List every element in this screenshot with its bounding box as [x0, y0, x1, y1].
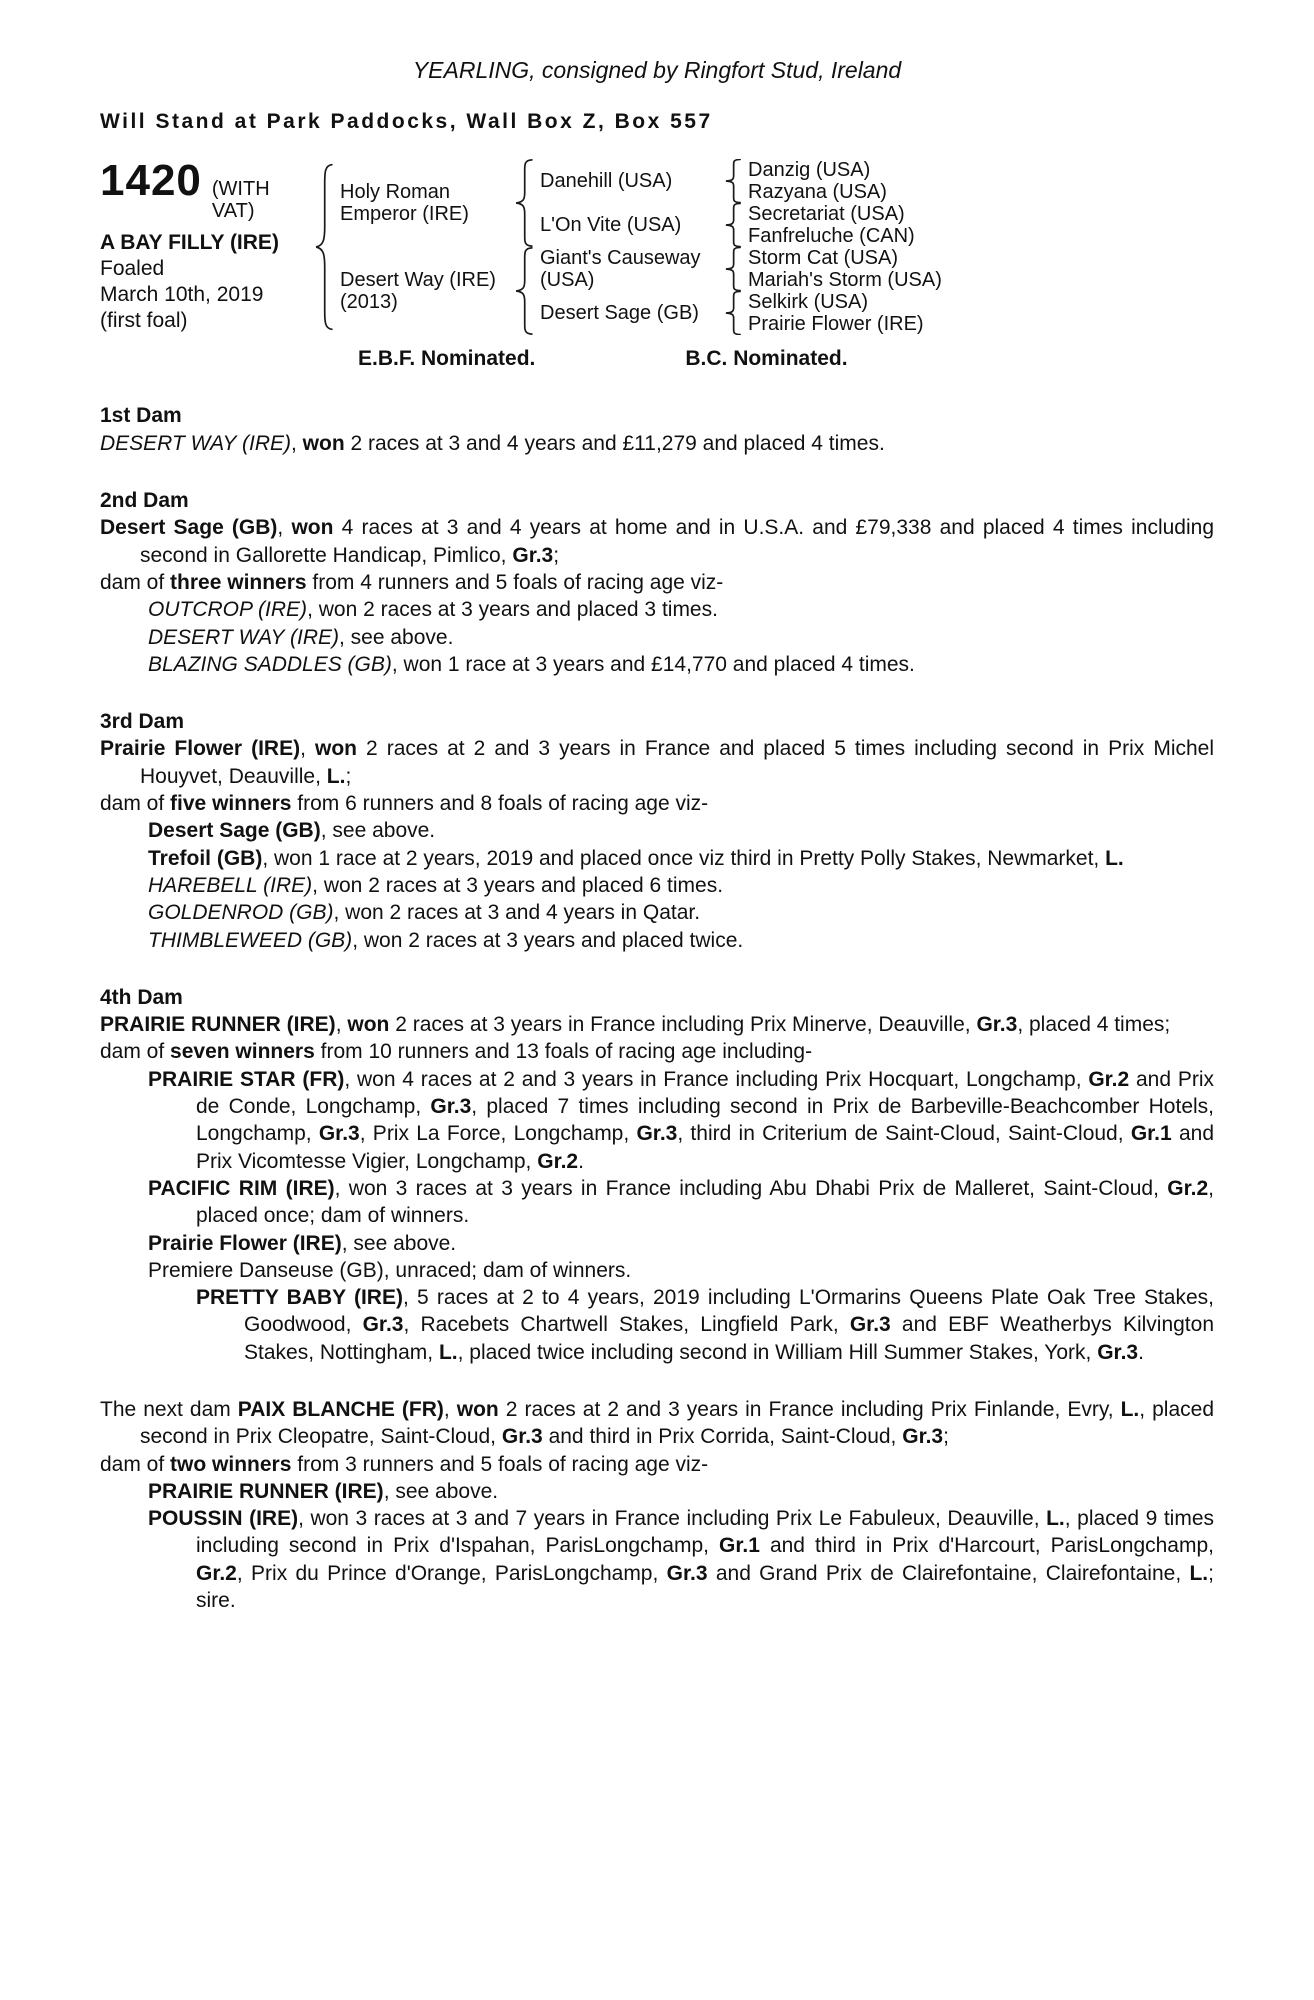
text-segment: POUSSIN (IRE) — [148, 1507, 299, 1531]
text-segment: Gr.1 — [1130, 1122, 1172, 1146]
text-segment: L. — [1120, 1397, 1140, 1421]
text-segment: from 6 runners and 8 foals of racing age viz- — [291, 792, 709, 816]
text-segment: , see above. — [383, 1479, 499, 1503]
section-heading: 1st Dam — [100, 404, 182, 428]
text-segment: Gr.3 — [976, 1013, 1018, 1037]
pedigree-paragraph — [100, 1011, 1214, 1038]
text-segment: Gr.3 — [666, 1561, 708, 1585]
section-heading: 3rd Dam — [100, 710, 185, 734]
ancestor-name: Razyana (USA) — [748, 181, 887, 204]
text-segment: ; — [553, 543, 560, 567]
grandsire-name: Giant's Causeway (USA) — [540, 247, 701, 292]
text-segment: , placed second in Prix Cleopatre, Saint-Cloud, — [140, 1397, 1215, 1449]
text-segment: Gr.3 — [512, 543, 554, 567]
text-segment: ; sire. — [196, 1561, 1214, 1613]
text-segment: Gr.2 — [1088, 1067, 1130, 1091]
text-segment: DESERT WAY (IRE) — [148, 625, 339, 649]
pedigree-paragraph — [100, 1451, 1214, 1478]
pedigree-table — [100, 156, 1214, 336]
pedigree-paragraph — [100, 430, 1214, 457]
text-segment: DESERT WAY (IRE) — [100, 431, 291, 455]
text-segment: , — [300, 737, 315, 761]
text-segment: , — [443, 1397, 457, 1421]
text-segment: BLAZING SADDLES (GB) — [148, 652, 392, 676]
text-segment: Trefoil (GB) — [148, 846, 263, 870]
text-segment: Gr.2 — [537, 1149, 579, 1173]
ancestor-name: Selkirk (USA) — [748, 291, 869, 314]
text-segment: seven winners — [170, 1040, 315, 1064]
text-segment: , — [290, 431, 303, 455]
text-segment: won — [456, 1397, 499, 1421]
text-segment: won — [314, 737, 357, 761]
text-segment: dam of — [100, 1452, 171, 1476]
first-foal-note: (first foal) — [100, 309, 188, 333]
text-segment: PRAIRIE STAR (FR) — [148, 1067, 345, 1091]
pedigree-paragraph — [100, 596, 1214, 623]
text-segment: HAREBELL (IRE) — [148, 873, 313, 897]
ancestor-name: Secretariat (USA) — [748, 203, 905, 226]
dam-name: Desert Way (IRE) (2013) — [340, 269, 496, 314]
text-segment: . — [578, 1149, 584, 1173]
pedigree-paragraph — [100, 1066, 1214, 1175]
section-heading: 2nd Dam — [100, 489, 189, 513]
text-segment: , Prix La Force, Longchamp, — [359, 1122, 637, 1146]
lot-vat-note: (WITH VAT) — [211, 178, 270, 223]
text-segment: 2 races at 2 and 3 years in France and placed 5 times including second in Prix Michel Houyvet, Deauville, — [140, 737, 1215, 788]
pedigree-paragraph — [100, 927, 1214, 954]
text-segment: , Racebets Chartwell Stakes, Lingfield Park, — [403, 1313, 850, 1337]
text-segment: L. — [438, 1340, 458, 1364]
text-segment: , won 3 races at 3 and 7 years in France including Prix Le Fabuleux, Deauville, — [298, 1507, 1047, 1531]
bc-nominated-label: B.C. Nominated. — [685, 347, 848, 371]
pedigree-paragraph — [100, 569, 1214, 596]
text-segment: won — [302, 431, 345, 455]
text-segment: Prairie Flower (IRE) — [100, 737, 301, 761]
text-segment: OUTCROP (IRE) — [148, 598, 308, 622]
section-heading: 4th Dam — [100, 985, 183, 1009]
pedigree-paragraph — [100, 872, 1214, 899]
gen3-brace — [724, 203, 742, 247]
pedigree-paragraph — [100, 1284, 1214, 1366]
grandsire-name: Danehill (USA) — [540, 170, 673, 193]
gen3-brace — [724, 159, 742, 203]
pedigree-paragraph — [100, 1478, 1214, 1505]
pedigree-paragraph — [100, 899, 1214, 926]
pedigree-text — [100, 402, 1214, 1614]
pedigree-paragraph — [100, 1257, 1214, 1284]
text-segment: Prairie Flower (IRE) — [148, 1231, 342, 1255]
text-segment: . — [1138, 1340, 1144, 1364]
foaled-date: March 10th, 2019 — [100, 283, 264, 307]
pedigree-main-brace — [314, 159, 334, 335]
text-segment: 2 races at 2 and 3 years in France including Prix Finlande, Evry, — [498, 1397, 1121, 1421]
pedigree-paragraph — [100, 735, 1214, 790]
text-segment: , won 1 race at 2 years, 2019 and placed once viz third in Pretty Polly Stakes, Newmarket, — [262, 846, 1106, 870]
pedigree-paragraph — [100, 1230, 1214, 1257]
text-segment: Gr.3 — [1097, 1340, 1139, 1364]
text-segment: dam of — [100, 792, 171, 816]
pedigree-paragraph — [100, 790, 1214, 817]
text-segment: , see above. — [320, 819, 436, 843]
text-segment: , won 2 races at 3 years and placed twice. — [352, 928, 744, 952]
text-segment: , won 2 races at 3 years and placed 6 times. — [312, 873, 724, 897]
dam-brace — [514, 247, 534, 335]
text-segment: , see above. — [341, 1231, 457, 1255]
pedigree-paragraph — [100, 1505, 1214, 1614]
lot-head — [100, 156, 308, 223]
text-segment: , placed 9 times including second in Prix d'Ispahan, ParisLongchamp, — [196, 1507, 1215, 1558]
text-segment: PRAIRIE RUNNER (IRE) — [148, 1479, 384, 1503]
lot-title: A BAY FILLY (IRE) — [100, 231, 279, 255]
text-segment: PRETTY BABY (IRE) — [196, 1286, 403, 1310]
text-segment: , see above. — [338, 625, 454, 649]
ancestor-name: Fanfreluche (CAN) — [748, 225, 915, 248]
text-segment: L. — [1046, 1507, 1065, 1531]
text-segment: 2 races at 3 years in France including Prix Minerve, Deauville, — [389, 1013, 977, 1037]
pedigree-paragraph — [100, 817, 1214, 844]
text-segment: Desert Sage (GB) — [100, 516, 278, 540]
ebf-nominated-label: E.B.F. Nominated. — [358, 347, 536, 371]
text-segment: Gr.2 — [1167, 1176, 1209, 1200]
text-segment: and third in Prix Corrida, Saint-Cloud, — [542, 1425, 903, 1449]
text-segment: , won 2 races at 3 years and placed 3 times. — [307, 598, 718, 622]
text-segment: ; — [943, 1425, 949, 1449]
gen3-brace — [724, 291, 742, 335]
pedigree-paragraph — [100, 1396, 1214, 1451]
foaled-label: Foaled — [100, 257, 165, 281]
text-segment: Gr.3 — [636, 1122, 678, 1146]
text-segment: Gr.3 — [318, 1122, 360, 1146]
text-segment: Gr.3 — [902, 1425, 944, 1449]
text-segment: , Prix du Prince d'Orange, ParisLongchamp, — [236, 1561, 667, 1585]
text-segment: Gr.3 — [362, 1313, 404, 1337]
granddam-name: Desert Sage (GB) — [540, 302, 699, 325]
text-segment: GOLDENROD (GB) — [148, 901, 334, 925]
sire-brace — [514, 159, 534, 247]
text-segment: Gr.1 — [719, 1534, 760, 1558]
ancestor-name: Danzig (USA) — [748, 159, 871, 182]
text-segment: and Prix Vicomtesse Vigier, Longchamp, — [196, 1122, 1214, 1173]
text-segment: dam of — [100, 1040, 171, 1064]
text-segment: won — [347, 1013, 390, 1037]
pedigree-paragraph — [100, 651, 1214, 678]
text-segment: L. — [1105, 846, 1124, 870]
text-segment: and EBF Weatherbys Kilvington Stakes, Nottingham, — [244, 1313, 1214, 1364]
pedigree-paragraph — [100, 1038, 1214, 1065]
gen3-brace — [724, 247, 742, 291]
text-segment: , — [335, 1013, 348, 1037]
text-segment: PACIFIC RIM (IRE) — [148, 1176, 335, 1200]
text-segment: Gr.3 — [430, 1095, 472, 1119]
text-segment: PRAIRIE RUNNER (IRE) — [100, 1013, 336, 1037]
text-segment: Desert Sage (GB) — [148, 819, 321, 843]
text-segment: , placed 7 times including second in Prix de Barbeville-Beachcomber Hotels, Longchamp, — [196, 1095, 1214, 1146]
ancestor-name: Storm Cat (USA) — [748, 247, 899, 270]
text-segment: , won 4 races at 2 and 3 years in France including Prix Hocquart, Longchamp, — [344, 1067, 1089, 1091]
lot-number: 1420 — [100, 156, 202, 206]
text-segment: L. — [1189, 1561, 1209, 1585]
text-segment: and third in Prix d'Harcourt, ParisLongchamp, — [759, 1534, 1214, 1558]
text-segment: 2 races at 3 and 4 years and £11,279 and placed 4 times. — [344, 431, 885, 455]
text-segment: THIMBLEWEED (GB) — [148, 928, 353, 952]
granddam-name: L'On Vite (USA) — [540, 214, 682, 237]
text-segment: , won 3 races at 3 years in France including Abu Dhabi Prix de Malleret, Saint-Cloud, — [334, 1176, 1168, 1200]
text-segment: The next dam — [100, 1397, 238, 1421]
text-segment: , placed once; dam of winners. — [196, 1176, 1214, 1228]
text-segment: Gr.2 — [196, 1561, 237, 1585]
text-segment: won — [291, 516, 334, 540]
text-segment: two winners — [170, 1452, 292, 1476]
text-segment: from 10 runners and 13 foals of racing age including- — [314, 1040, 813, 1064]
pedigree-paragraph — [100, 624, 1214, 651]
text-segment: five winners — [170, 792, 292, 816]
text-segment: L. — [326, 764, 346, 788]
ancestor-name: Prairie Flower (IRE) — [748, 313, 924, 336]
nominations-line — [358, 345, 1214, 372]
pedigree-paragraph — [100, 845, 1214, 872]
catalogue-page — [100, 56, 1214, 1614]
pedigree-paragraph — [100, 514, 1214, 569]
text-segment: PAIX BLANCHE (FR) — [237, 1397, 444, 1421]
text-segment: , won 2 races at 3 and 4 years in Qatar. — [333, 901, 701, 925]
text-segment: , 5 races at 2 to 4 years, 2019 including L'Ormarins Queens Plate Oak Tree Stakes, Goodwood, — [244, 1286, 1215, 1337]
text-segment: Gr.3 — [849, 1313, 891, 1337]
text-segment: dam of — [100, 570, 171, 594]
text-segment: ; — [345, 764, 352, 788]
sire-name: Holy Roman Emperor (IRE) — [340, 181, 469, 226]
lot-block — [100, 156, 308, 335]
text-segment: , third in Criterium de Saint-Cloud, Saint-Cloud, — [677, 1122, 1131, 1146]
text-segment: 4 races at 3 and 4 years at home and in U.S.A. and £79,338 and placed 4 times including second in Gallorette Handicap, Pimlico, — [140, 516, 1215, 567]
stand-line: Will Stand at Park Paddocks, Wall Box Z, Box 557 — [100, 109, 713, 133]
text-segment: , — [277, 516, 292, 540]
text-segment: Premiere Danseuse (GB), unraced; dam of winners. — [148, 1258, 632, 1282]
text-segment: Gr.3 — [501, 1425, 543, 1449]
text-segment: , placed 4 times; — [1017, 1013, 1171, 1037]
text-segment: from 4 runners and 5 foals of racing age viz- — [306, 570, 724, 594]
text-segment: , won 1 race at 3 years and £14,770 and placed 4 times. — [391, 652, 915, 676]
text-segment: three winners — [170, 570, 307, 594]
text-segment: , placed twice including second in William Hill Summer Stakes, York, — [457, 1340, 1098, 1364]
text-segment: and Grand Prix de Clairefontaine, Clairefontaine, — [707, 1561, 1190, 1585]
ancestor-name: Mariah's Storm (USA) — [748, 269, 942, 292]
text-segment: from 3 runners and 5 foals of racing age viz- — [291, 1452, 709, 1476]
text-segment: and Prix de Conde, Longchamp, — [196, 1067, 1214, 1119]
consignor-line: YEARLING, consigned by Ringfort Stud, Ireland — [412, 57, 902, 83]
pedigree-paragraph — [100, 1175, 1214, 1230]
